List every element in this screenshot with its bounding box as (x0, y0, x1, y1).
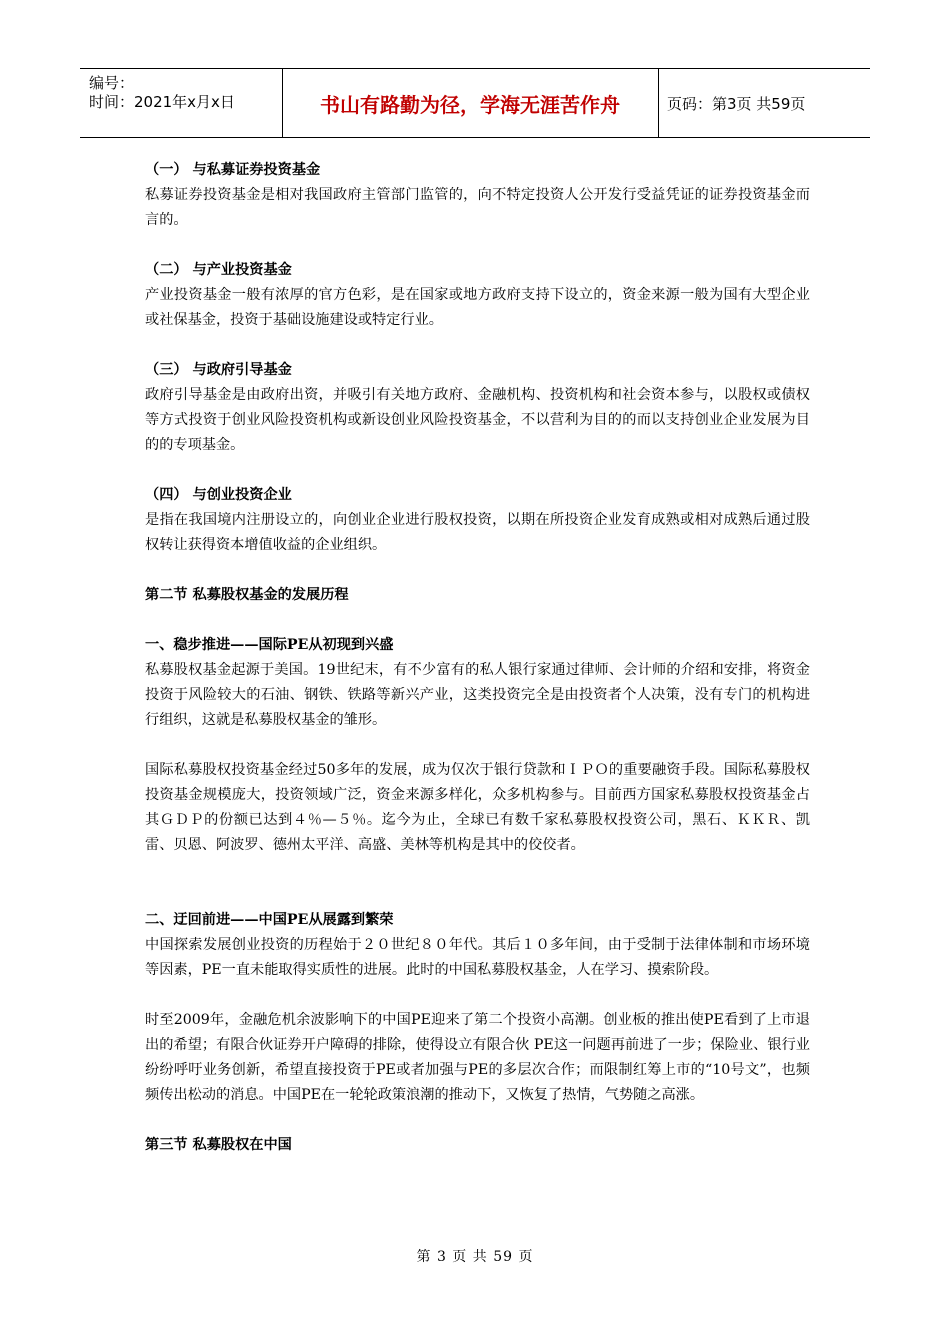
header-page-info: 页码：第3页 共59页 (667, 94, 806, 113)
header-meta-cell (80, 69, 283, 137)
chapter-heading: 第三节 私募股权在中国 (145, 1137, 292, 1153)
section-paragraph: 私募证券投资基金是相对我国政府主管部门监管的，向不特定投资人公开发行受益凭证的证券投资基金而言的。 (145, 187, 810, 228)
header-motto: 书山有路勤为径，学海无涯苦作舟 (282, 69, 659, 137)
body-paragraph: 时至2009年，金融危机余波影响下的中国PE迎来了第二个投资小高潮。创业板的推出使PE看到了上市退出的希望；有限合伙证券开户障碍的排除，使得设立有限合伙 PE这一问题再前进了一步；保险业、银行业纷纷呼吁业务创新，希望直接投资于PE或者加强与PE的多层次合作；而限制红筹上市的“10号文”，也频频传出松动的消息。中国PE在一轮轮政策浪潮的推动下，又恢复了热情，气势随之高涨。 (145, 1012, 810, 1103)
document-header (80, 68, 870, 138)
section-paragraph: 产业投资基金一般有浓厚的官方色彩，是在国家或地方政府支持下设立的，资金来源一般为国有大型企业或社保基金，投资于基础设施建设或特定行业。 (145, 287, 810, 328)
section-paragraph: 政府引导基金是由政府出资，并吸引有关地方政府、金融机构、投资机构和社会资本参与，以股权或债权等方式投资于创业风险投资机构或新设创业风险投资基金，不以营利为目的的而以支持创业企业发展为目的的专项基金。 (145, 387, 810, 453)
section-title: （三） 与政府引导基金 (145, 362, 292, 378)
section-title: （一） 与私募证券投资基金 (145, 162, 321, 178)
number-label: 编号： (89, 74, 135, 92)
body-paragraph: 中国探索发展创业投资的历程始于２０世纪８０年代。其后１０多年间，由于受制于法律体制和市场环境等因素，PE一直未能取得实质性的进展。此时的中国私募股权基金，人在学习、摸索阶段。 (145, 937, 810, 978)
document-body (145, 158, 810, 1158)
section-paragraph: 是指在我国境内注册设立的，向创业企业进行股权投资，以期在所投资企业发育成熟或相对成熟后通过股权转让获得资本增值收益的企业组织。 (145, 512, 810, 553)
part-title: 一、稳步推进——国际PE从初现到兴盛 (145, 637, 394, 653)
section-title: （四） 与创业投资企业 (145, 487, 292, 503)
page-footer: 第 3 页 共 59 页 (416, 1249, 534, 1265)
chapter-heading: 第二节 私募股权基金的发展历程 (145, 587, 349, 603)
part-title: 二、迂回前进——中国PE从展露到繁荣 (145, 912, 394, 928)
body-paragraph: 国际私募股权投资基金经过50多年的发展，成为仅次于银行贷款和ＩＰＯ的重要融资手段。国际私募股权投资基金规模庞大，投资领域广泛，资金来源多样化，众多机构参与。目前西方国家私募股权投资基金占其ＧＤＰ的份额已达到４％—５％。迄今为止，全球已有数千家私募股权投资公司，黑石、ＫＫＲ、凯雷、贝恩、阿波罗、德州太平洋、高盛、美林等机构是其中的佼佼者。 (145, 762, 810, 853)
time-label: 时间：2021年x月x日 (89, 93, 235, 111)
body-paragraph: 私募股权基金起源于美国。19世纪末，有不少富有的私人银行家通过律师、会计师的介绍和安排，将资金投资于风险较大的石油、钢铁、铁路等新兴产业，这类投资完全是由投资者个人决策，没有专门的机构进行组织，这就是私募股权基金的雏形。 (145, 662, 810, 728)
section-title: （二） 与产业投资基金 (145, 262, 292, 278)
